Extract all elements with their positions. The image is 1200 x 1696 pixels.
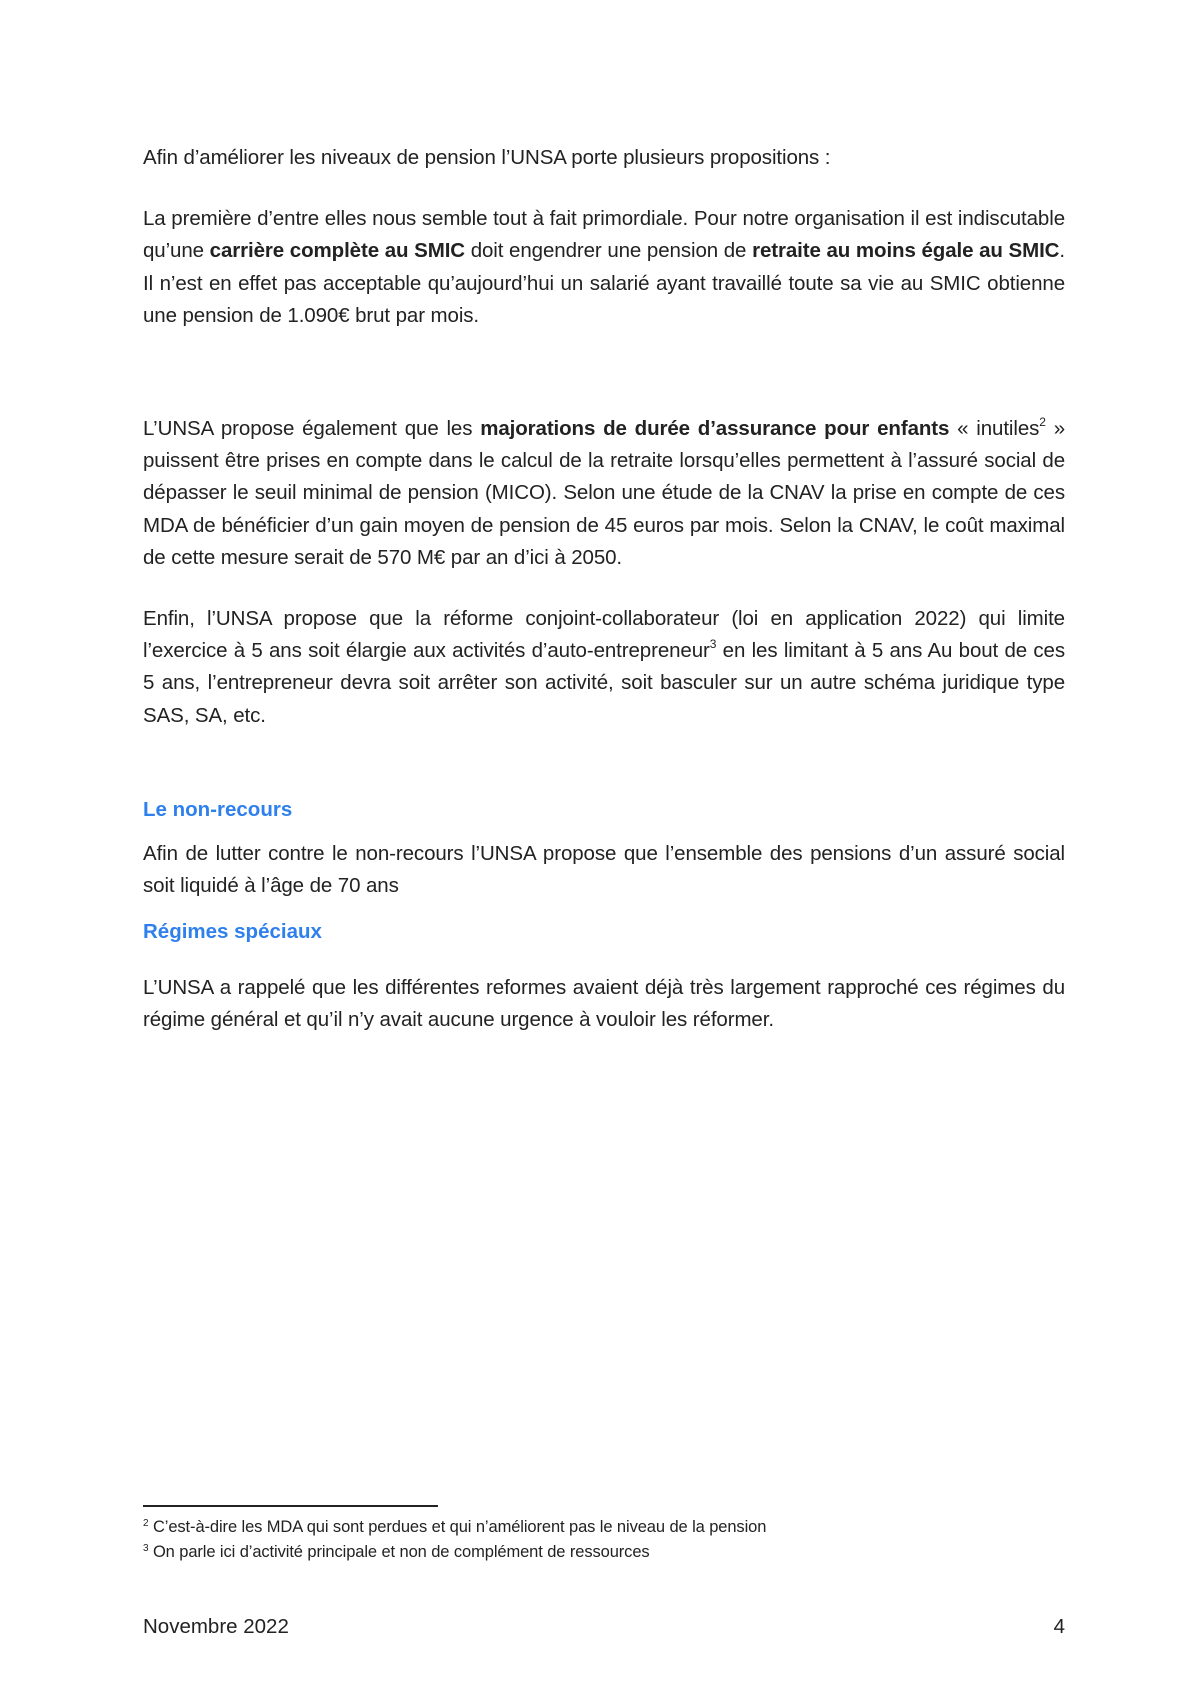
footnotes [143, 1515, 1043, 1565]
majorations-paragraph [143, 413, 1065, 574]
text-run: . Il n’est en effet pas acceptable qu’aujourd’hui un salarié ayant travaillé toute sa vie au SMIC obtienne une pension de 1.090€ brut par mois. [143, 239, 1065, 327]
footnote-separator [143, 1505, 438, 1507]
smic-paragraph [143, 203, 1065, 332]
footer-date: Novembre 2022 [143, 1615, 289, 1638]
intro-paragraph: Afin d’améliorer les niveaux de pension l’UNSA porte plusieurs propositions : [143, 146, 831, 169]
text-run: » puissent être prises en compte dans le calcul de la retraite lorsqu’elles permettent à l’assuré social de dépasser le seuil minimal de pension (MICO). Selon une étude de la CNAV la prise en compte de ces MDA de bénéficier d’un gain moyen de pension de 45 euros par mois. Selon la CNAV, le coût maximal de cette mesure serait de 570 M€ par an d’ici à 2050. [143, 417, 1065, 569]
text-run: en les limitant à 5 ans Au bout de ces 5 ans, l’entrepreneur devra soit arrêter son activité, soit basculer sur un autre schéma juridique type SAS, SA, etc. [143, 639, 1065, 727]
page-footer [143, 1612, 1065, 1642]
text-run: doit engendrer une pension de [465, 239, 753, 263]
footnote-number: 3 [143, 1543, 149, 1554]
heading-regimes-speciaux: Régimes spéciaux [143, 920, 322, 944]
page-number: 4 [1053, 1615, 1065, 1638]
footnote-3 [143, 1540, 1043, 1565]
footnote-ref: 2 [1039, 415, 1046, 430]
footnote-2 [143, 1515, 1043, 1540]
bold-run: carrière complète au SMIC [209, 239, 465, 263]
footnote-number: 2 [143, 1518, 149, 1529]
text-run: La première d’entre elles nous semble tout à fait primordiale. Pour notre organisation il est indiscutable qu’une [143, 207, 1065, 263]
page-body [143, 142, 1065, 1037]
text-run: « inutiles [949, 417, 1040, 441]
non-recours-paragraph: Afin de lutter contre le non-recours l’UNSA propose que l’ensemble des pensions d’un assuré social soit liquidé à l’âge de 70 ans [143, 841, 1065, 898]
heading-non-recours: Le non-recours [143, 797, 293, 821]
text-run: Enfin, l’UNSA propose que la réforme conjoint-collaborateur (loi en application 2022) qui limite l’exercice à 5 ans soit élargie aux activités d’auto-entrepreneur [143, 607, 1065, 663]
text-run: L’UNSA propose également que les [143, 417, 481, 441]
footnote-ref: 3 [709, 637, 717, 652]
bold-run: majorations de durée d’assurance pour enfants [480, 417, 950, 441]
regimes-paragraph: L’UNSA a rappelé que les différentes reformes avaient déjà très largement rapproché ces régimes du régime général et qu’il n’y avait aucune urgence à vouloir les réformer. [143, 976, 1065, 1032]
conjoint-paragraph [143, 603, 1065, 732]
footnote-text: On parle ici d’activité principale et non de complément de ressources [148, 1543, 650, 1561]
bold-run: retraite au moins égale au SMIC [752, 239, 1060, 263]
footnote-text: C’est-à-dire les MDA qui sont perdues et qui n’améliorent pas le niveau de la pension [148, 1518, 767, 1536]
